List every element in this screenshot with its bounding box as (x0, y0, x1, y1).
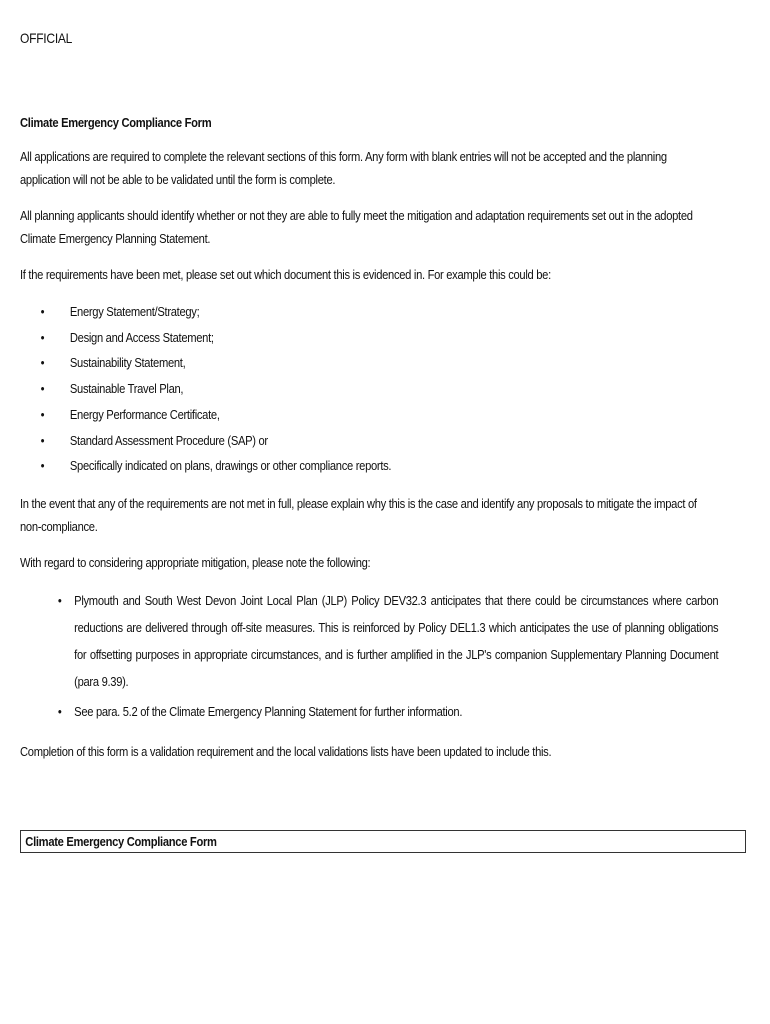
list-item (20, 587, 718, 695)
bullet-icon: • (40, 381, 45, 397)
list-item (20, 698, 718, 725)
bullet-icon: • (40, 304, 45, 319)
compliance-form-table-header (20, 830, 746, 853)
bullet-icon: • (40, 406, 45, 422)
list-item-text: Plymouth and South West Devon Joint Local Plan (JLP) Policy DEV32.3 anticipates that there could be circumstances where carbon reductions are delivered through off-site measures. This is reinforced by Policy DEL1.3 which anticipates the use of planning obligations for offsetting purposes in appropriate circumstances, and is further amplified in the JLP's companion Supplementary Planning Document (para 9.39). (74, 592, 719, 689)
bullet-icon: • (40, 458, 45, 474)
list-item (20, 350, 718, 376)
list-item-text: Design and Access Statement; (69, 329, 214, 345)
list-item-text: See para. 5.2 of the Climate Emergency Planning Statement for further information. (74, 703, 463, 719)
list-item (20, 299, 718, 325)
list-item-text: Standard Assessment Procedure (SAP) or (69, 432, 268, 448)
list-item-text: Specifically indicated on plans, drawings or other compliance reports. (69, 458, 392, 474)
document-title: Climate Emergency Compliance Form (20, 115, 212, 130)
list-item (20, 402, 718, 428)
security-classification: OFFICIAL (20, 30, 73, 46)
document-body (20, 114, 720, 776)
document-text-block (20, 114, 718, 776)
completion-paragraph: Completion of this form is a validation requirement and the local validations lists have been updated to include this. (20, 743, 552, 759)
intro-paragraph-2: All planning applicants should identify whether or not they are able to fully meet the mitigation and adaptation requirements set out in the adopted Climate Emergency Planning Statement. (20, 208, 693, 246)
mitigation-intro-paragraph: With regard to considering appropriate mitigation, please note the following: (20, 554, 371, 570)
list-item (20, 453, 718, 479)
bullet-icon: • (40, 355, 45, 371)
bullet-icon: • (40, 329, 45, 345)
compliance-form-table-title: Climate Emergency Compliance Form (25, 834, 217, 849)
list-item (20, 428, 718, 454)
list-item-text: Energy Performance Certificate, (69, 406, 220, 422)
bullet-icon: • (57, 592, 62, 608)
bullet-icon: • (40, 432, 45, 448)
intro-paragraph-1: All applications are required to complete the relevant sections of this form. Any form with blank entries will not be accepted and the planning application will not be able to be validated until the form is complete. (20, 149, 667, 187)
intro-paragraph-3: If the requirements have been met, please set out which document this is evidenced in. For example this could be: (20, 267, 551, 282)
not-met-paragraph: In the event that any of the requirements are not met in full, please explain why this is the case and identify any proposals to mitigate the impact of non-compliance. (20, 495, 697, 534)
mitigation-notes-list (20, 587, 718, 725)
example-documents-list (20, 299, 718, 479)
list-item (20, 325, 718, 351)
list-item-text: Sustainability Statement, (69, 355, 186, 371)
list-item (20, 376, 718, 402)
bullet-icon: • (57, 703, 62, 719)
list-item-text: Energy Statement/Strategy; (69, 304, 200, 319)
list-item-text: Sustainable Travel Plan, (69, 381, 184, 397)
